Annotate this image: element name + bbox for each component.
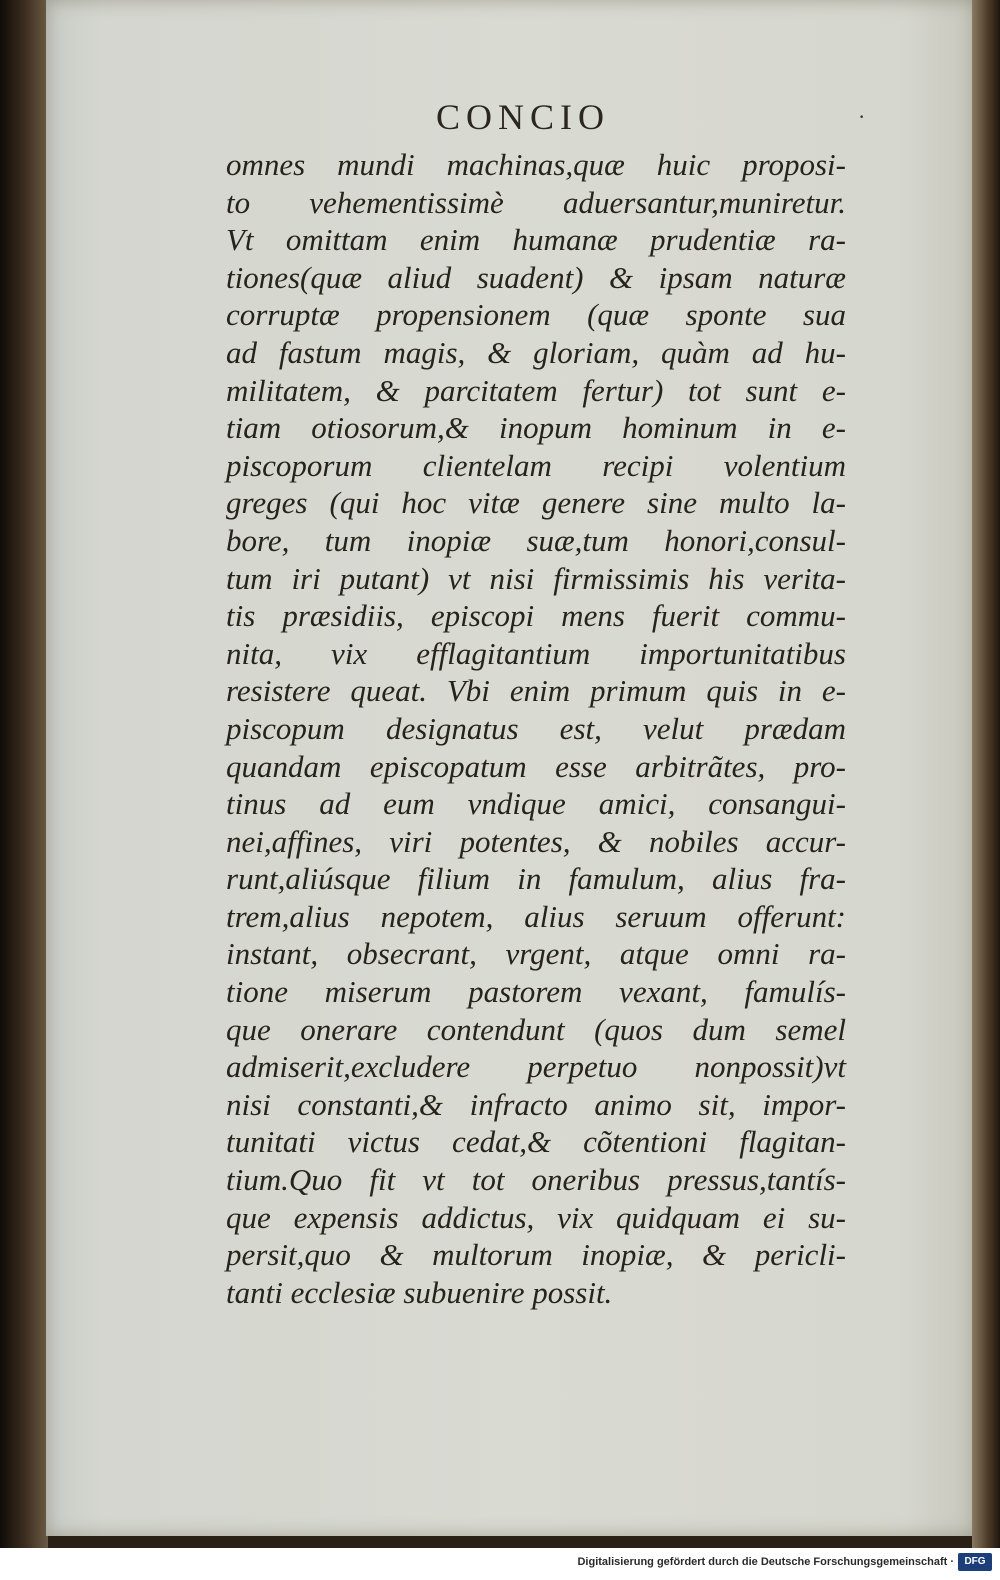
body-text (226, 146, 846, 1311)
dfg-logo: DFG (958, 1553, 992, 1571)
text-line: ad fastum magis, & gloriam, quàm ad hu- (226, 334, 846, 370)
digitization-credit: Digitalisierung gefördert durch die Deutsche Forschungsgemeinschaft · (577, 1556, 954, 1568)
text-line: piscopum designatus est, velut prædam (226, 710, 846, 746)
text-line: resistere queat. Vbi enim primum quis in e- (226, 673, 846, 709)
text-line: Vt omittam enim humanæ prudentiæ ra- (226, 222, 846, 258)
text-line: tione miserum pastorem vexant, famulís- (226, 974, 846, 1010)
text-line: instant, obsecrant, vrgent, atque omni ra- (226, 936, 846, 972)
text-line: tis præsidiis, episcopi mens fuerit commu- (226, 598, 846, 634)
text-line: corruptæ propensionem (quæ sponte sua (226, 297, 846, 333)
text-line: tum iri putant) vt nisi firmissimis his verita- (226, 560, 846, 596)
text-line: piscoporum clientelam recipi volentium (226, 447, 846, 483)
text-line: nita, vix efflagitantium importunitatibus (226, 635, 846, 671)
text-line: trem,alius nepotem, alius seruum offerunt: (226, 898, 846, 934)
text-line: tiam otiosorum,& inopum hominum in e- (226, 410, 846, 446)
text-line: tiones(quæ aliud suadent) & ipsam naturæ (226, 259, 846, 295)
running-title: CONCIO (435, 97, 610, 137)
text-line: tunitati victus cedat,& cõtentioni flagitan- (226, 1124, 846, 1160)
text-line: persit,quo & multorum inopiæ, & pericli- (226, 1237, 846, 1273)
text-line: admiserit,excludere perpetuo nonpossit)vt (226, 1049, 846, 1085)
text-line: tium.Quo fit vt tot oneribus pressus,tantís- (226, 1162, 846, 1198)
text-line: omnes mundi machinas,quæ huic proposi- (226, 147, 846, 182)
text-line: que expensis addictus, vix quidquam ei su- (226, 1199, 846, 1235)
text-line: to vehementissimè aduersantur,muniretur. (226, 184, 846, 220)
text-line: runt,aliúsque filium in famulum, alius fra- (226, 861, 846, 897)
text-line: militatem, & parcitatem fertur) tot sunt e- (226, 372, 846, 408)
text-line: tanti ecclesiæ subuenire possit. (226, 1274, 613, 1310)
text-line: que onerare contendunt (quos dum semel (226, 1011, 846, 1047)
text-line: quandam episcopatum esse arbitrãtes, pro- (226, 748, 846, 784)
text-line: nisi constanti,& infracto animo sit, impor- (226, 1086, 846, 1122)
text-line: tinus ad eum vndique amici, consangui- (226, 786, 846, 822)
page-fore-edge (972, 0, 1000, 1548)
text-line: greges (qui hoc vitæ genere sine multo la- (226, 485, 846, 521)
book-spine-edge (0, 0, 48, 1548)
text-line: nei,affines, viri potentes, & nobiles accur- (226, 823, 846, 859)
text-line: bore, tum inopiæ suæ,tum honori,consul- (226, 522, 846, 558)
page-mark: · (858, 104, 866, 129)
